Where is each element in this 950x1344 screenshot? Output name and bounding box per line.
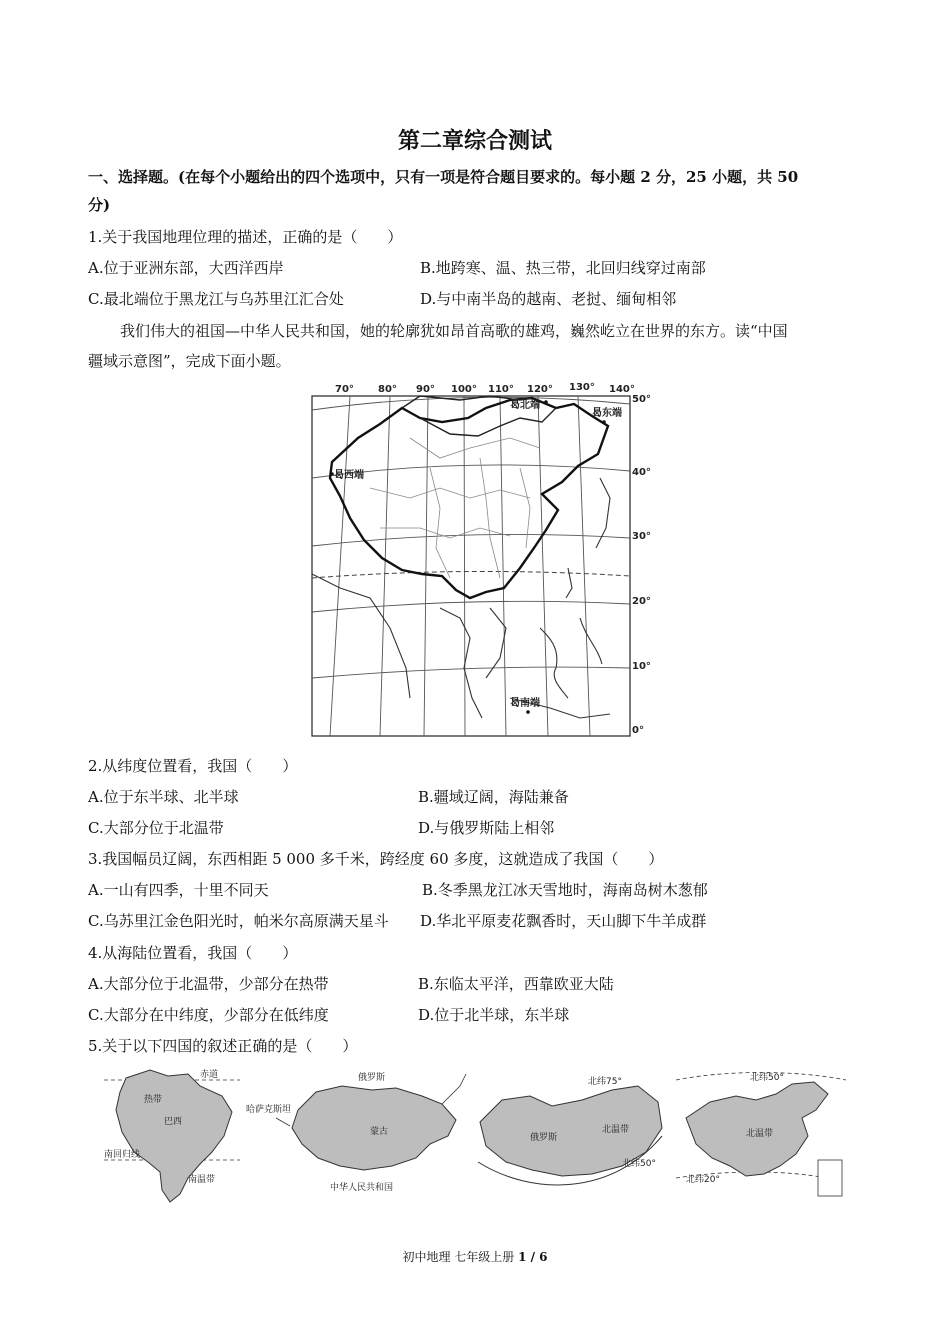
q2-option-b[interactable]: B.疆域辽阔，海陆兼备 xyxy=(418,788,569,806)
lon-label: 100° xyxy=(451,384,477,395)
north-point-label: 曷北端 xyxy=(510,400,540,411)
south-temperate-label: 南温带 xyxy=(188,1175,216,1185)
lat-label: 50° xyxy=(632,394,650,405)
lat75-label: 北纬75° xyxy=(588,1077,622,1087)
tropical-zone-label: 热带 xyxy=(144,1095,163,1105)
west-point-label: 曷西端 xyxy=(334,470,364,481)
passage-line2: 疆域示意图”，完成下面小题。 xyxy=(88,352,291,370)
q2-option-c[interactable]: C.大部分位于北温带 xyxy=(88,819,224,837)
brazil-country-label: 巴西 xyxy=(164,1117,183,1127)
q1-option-c[interactable]: C.最北端位于黑龙江与乌苏里江汇合处 xyxy=(88,290,344,308)
lon-label: 70° xyxy=(335,384,354,395)
page-number: 1 / 6 xyxy=(518,1250,548,1264)
q4-option-d[interactable]: D.位于北半球，东半球 xyxy=(418,1006,570,1024)
mongolia-map xyxy=(246,1066,468,1206)
lon-label: 120° xyxy=(527,384,553,395)
q2-option-d[interactable]: D.与俄罗斯陆上相邻 xyxy=(418,819,555,837)
china-label: 中华人民共和国 xyxy=(330,1183,394,1193)
lat50-label: 北纬50° xyxy=(622,1159,656,1169)
lon-label: 140° xyxy=(609,384,635,395)
tropic-capricorn-label: 南回归线 xyxy=(104,1150,141,1160)
china-lat20-label: 北纬20° xyxy=(686,1175,720,1185)
china-territory-map xyxy=(310,378,650,738)
lon-label: 90° xyxy=(416,384,435,395)
east-point-label: 曷东端 xyxy=(592,408,622,419)
q3-stem: 3.我国幅员辽阔，东西相距 5 000 多千米，跨经度 60 多度，这就造成了我国（ ） xyxy=(88,850,664,868)
lat-label: 10° xyxy=(632,661,650,672)
section-heading-cont: 分) xyxy=(88,196,111,214)
mongolia-country-label: 蒙古 xyxy=(370,1127,389,1137)
lat-label: 40° xyxy=(632,467,650,478)
q4-option-c[interactable]: C.大部分在中纬度，少部分在低纬度 xyxy=(88,1006,329,1024)
lon-label: 110° xyxy=(488,384,514,395)
lat-label: 0° xyxy=(632,725,644,736)
equator-label: 赤道 xyxy=(200,1070,219,1080)
q1-option-d[interactable]: D.与中南半岛的越南、老挝、缅甸相邻 xyxy=(420,290,677,308)
north-temperate-label: 北温带 xyxy=(602,1125,630,1135)
russia-map xyxy=(472,1066,668,1206)
q2-option-a[interactable]: A.位于东半球、北半球 xyxy=(88,788,239,806)
q4-stem: 4.从海陆位置看，我国（ ） xyxy=(88,944,298,962)
passage-line1: 我们伟大的祖国—中华人民共和国，她的轮廓犹如昂首高歌的雄鸡，巍然屹立在世界的东方。读“中国 xyxy=(120,322,788,340)
q3-option-c[interactable]: C.乌苏里江金色阳光时，帕米尔高原满天星斗 xyxy=(88,912,389,930)
q5-stem: 5.关于以下四国的叙述正确的是（ ） xyxy=(88,1037,358,1055)
lat-label: 20° xyxy=(632,596,650,607)
page-title: 第二章综合测试 xyxy=(397,128,552,154)
q4-option-b[interactable]: B.东临太平洋，西靠欧亚大陆 xyxy=(418,975,614,993)
china-lat50-label: 北纬50° xyxy=(750,1073,784,1083)
footer-text: 初中地理 七年级上册 xyxy=(402,1250,519,1264)
q4-option-a[interactable]: A.大部分位于北温带，少部分在热带 xyxy=(88,975,329,993)
china-small-map xyxy=(676,1066,846,1206)
q1-option-a[interactable]: A.位于亚洲东部，大西洋西岸 xyxy=(88,259,284,277)
brazil-map xyxy=(104,1066,240,1206)
russia-label: 俄罗斯 xyxy=(358,1073,386,1083)
q1-option-b[interactable]: B.地跨寒、温、热三带，北回归线穿过南部 xyxy=(420,259,706,277)
q3-option-d[interactable]: D.华北平原麦花飘香时，天山脚下牛羊成群 xyxy=(420,912,707,930)
page-footer xyxy=(0,1248,950,1265)
lat-label: 30° xyxy=(632,531,650,542)
q3-option-a[interactable]: A.一山有四季，十里不同天 xyxy=(88,881,269,899)
kazakhstan-label: 哈萨克斯坦 xyxy=(246,1105,292,1115)
q1-stem: 1.关于我国地理位理的描述，正确的是（ ） xyxy=(88,228,403,246)
lon-label: 130° xyxy=(569,382,595,393)
q3-option-b[interactable]: B.冬季黑龙江冰天雪地时，海南岛树木葱郁 xyxy=(422,881,708,899)
china-zone-label: 北温带 xyxy=(746,1129,774,1139)
south-point-label: 曷南端 xyxy=(510,698,540,709)
russia-country-label: 俄罗斯 xyxy=(530,1133,558,1143)
lon-label: 80° xyxy=(378,384,397,395)
section-heading: 一、选择题。(在每个小题给出的四个选项中，只有一项是符合题目要求的。每小题 2 分，25 小题，共 50 xyxy=(88,168,799,186)
q2-stem: 2.从纬度位置看，我国（ ） xyxy=(88,757,298,775)
